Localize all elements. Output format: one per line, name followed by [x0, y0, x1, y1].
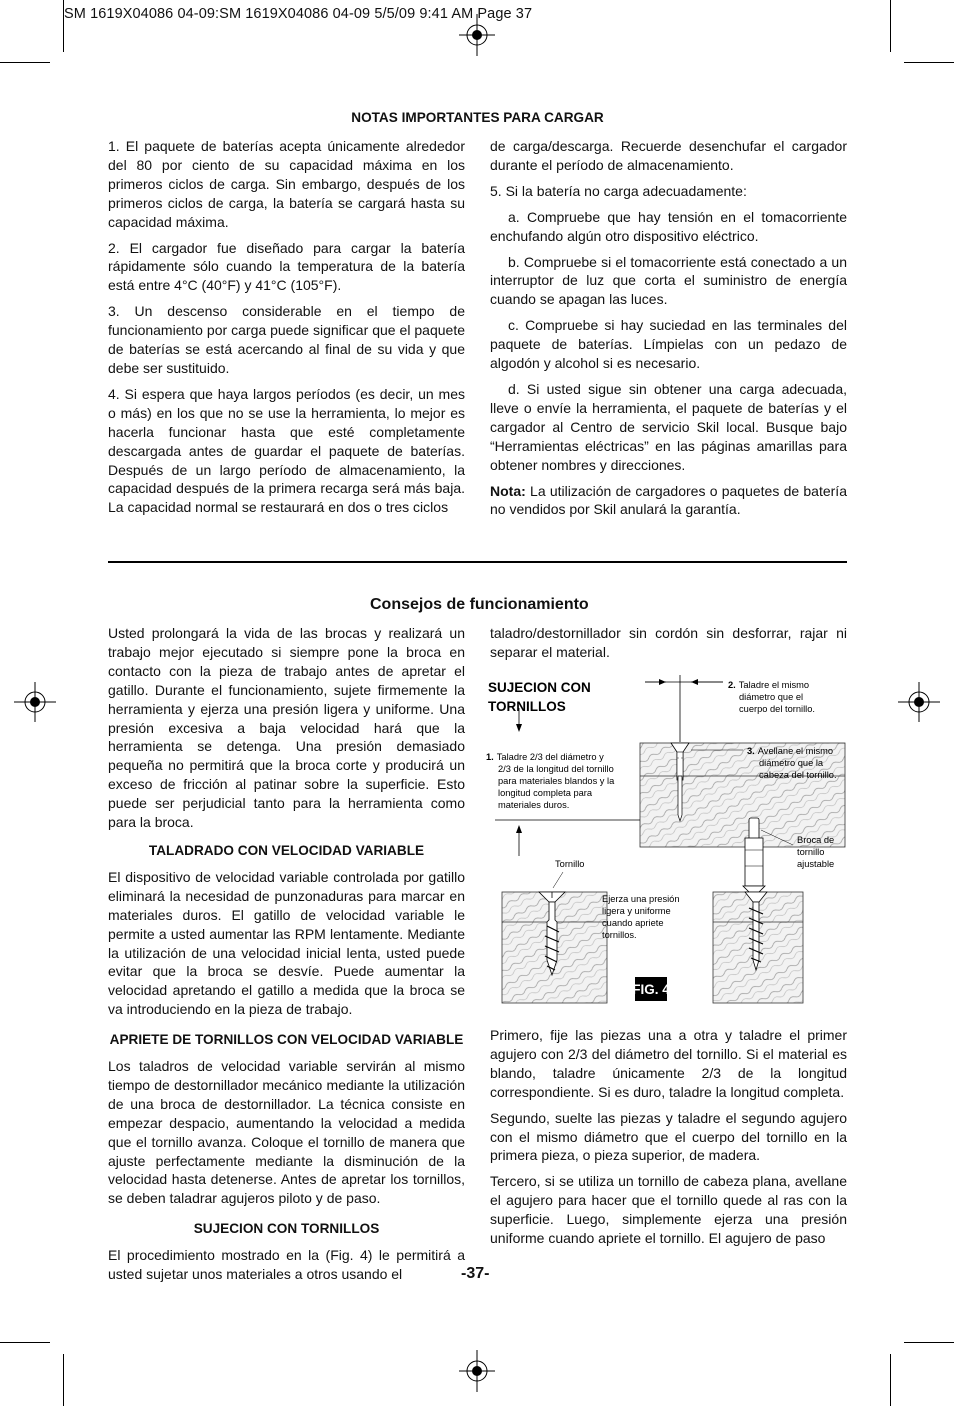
crop-mark — [63, 1354, 64, 1406]
note-paragraph: 4. Si espera que haya largos períodos (es decir, un mes o más) en los que no se use la herramienta, lo mejor es hacerla funcionar hasta que esté completamente descargada antes de guardar el paquete de baterías. Después de un largo período de almacenamiento, la capacidad después de la primera recarga será más baja. La capacidad normal se restaurará en dos o tres ciclos — [108, 385, 465, 516]
subheading-screw-driving: APRIETE DE TORNILLOS CON VELOCIDAD VARIABLE — [109, 1032, 464, 1048]
note-label: Nota: — [490, 482, 526, 499]
tips-paragraph: Segundo, suelte las piezas y taladre el segundo agujero con el mismo diámetro que el cuerpo del tornillo en la primera pieza, o pieza superior, de madera. — [490, 1109, 847, 1164]
figure-4-diagram — [485, 670, 850, 1010]
variable-speed-text: El dispositivo de velocidad variable controlada por gatillo eliminará la necesidad de punzonaduras para marcar en materiales duros. El gatillo de velocidad variable le permite a usted aumentar las RPM lentamente. Mediante la utilización de una velocidad inicial lenta, usted puede evitar que la broca se desvíe. Puede aumentar la velocidad apretando el gatillo a medida que la broca se va introduciendo en la pieza de trabajo. — [108, 868, 465, 1018]
note-paragraph: d. Si usted sigue sin obtener una carga adecuada, lleve o envíe la herramienta, el paquete de baterías y el cargador al Centro de servicio Skil local. Busque bajo “Herramientas eléctricas” en las páginas amarillas para obtener nombres y direcciones. — [490, 380, 847, 473]
callout-line: cuerpo del tornillo. — [739, 704, 815, 714]
callout-line: Taladre 2/3 del diámetro y — [496, 752, 604, 762]
note-paragraph: 2. El cargador fue diseñado para cargar la batería rápidamente sólo cuando la temperatura de la batería está entre 4°C (40°F) y 41°C (105°F). — [108, 239, 465, 294]
fig-label: FIG. 4 — [632, 982, 670, 997]
tips-left-column — [108, 624, 465, 1291]
note-paragraph: 1. El paquete de baterías acepta únicamente alrededor del 80 por ciento de su capacidad máxima en los primeros ciclos de carga. Sin embargo, después de los primeros ciclos de carga, la batería se cargará hasta su capacidad máxima. — [108, 138, 465, 230]
notes-right-column — [490, 137, 847, 526]
callout-line: diámetro que la — [759, 758, 824, 768]
callout-1 — [486, 752, 604, 762]
crop-mark — [0, 1342, 50, 1343]
callout-line: Avellane el mismo — [757, 746, 834, 756]
note-text: La utilización de cargadores o paquetes de batería no vendidos por Skil anulará la garantía. — [490, 482, 847, 518]
screw-label: Tornillo — [555, 859, 585, 869]
fastening-text: El procedimiento mostrado en la (Fig. 4) le permitirá a usted sujetar unos materiales a otros usando el — [108, 1247, 465, 1283]
callout-line: para materiales blandos y la — [498, 776, 615, 786]
callout-line: diámetro que el — [739, 692, 804, 702]
note-paragraph: 3. Un descenso considerable en el tiempo de funcionamiento por carga puede significar que el paquete de baterías se está acercando al final de su vida y que debe ser sustituido. — [108, 303, 465, 376]
crop-mark — [0, 62, 50, 63]
notes-heading-wrap — [108, 110, 847, 125]
callout-line: longitud completa para — [498, 788, 593, 798]
tips-paragraph: Tercero, si se utiliza un tornillo de cabeza plana, avellane el agujero para hacer que el tornillo quede al ras con la superficie. Luego, simplemente ejerza una presión uniforme cuando apriete el tornillo. El agujero de paso — [490, 1173, 847, 1247]
drill-bit-icon — [749, 818, 759, 840]
callout-line: Taladre el mismo — [738, 680, 810, 690]
callout-line: cabeza del tornillo. — [759, 770, 837, 780]
page-number: -37- — [461, 1265, 490, 1282]
registration-mark-icon — [457, 1350, 497, 1392]
note-paragraph: 5. Si la batería no carga adecuadamente: — [490, 182, 747, 199]
tips-right-top — [490, 624, 847, 669]
warranty-note — [490, 482, 847, 520]
section-divider — [108, 561, 847, 563]
crop-mark — [904, 62, 954, 63]
callout-2 — [728, 680, 809, 690]
callout-line: materiales duros. — [498, 800, 570, 810]
bit-label-line: tornillo — [797, 847, 825, 857]
pressure-line: ligera y uniforme — [602, 906, 671, 916]
notes-left-column — [108, 137, 465, 524]
pressure-line: cuando apriete — [602, 918, 664, 928]
tips-intro: Usted prolongará la vida de las brocas y realizará un trabajo mejor ejecutado si siempre pone la broca en contacto con la pieza de trabajo antes de apretar el gatillo. Durante el funcionamiento, sujete firmemente la herramienta y ejerza una presión ligera y uniforme. Una presión excesiva a baja velocidad hará que la herramienta se detenga. Una presión demasiado pequeña no permitirá que la broca corte y producirá un exceso de fricción al patinar sobre la superficie. Esto puede ser perjudicial tanto para la herramienta como para la broca. — [108, 625, 465, 831]
callout-number: 1. — [486, 752, 494, 762]
figure-heading-line1: SUJECION CON — [488, 680, 591, 695]
print-slug: SM 1619X04086 04-09:SM 1619X04086 04-09 5/5/09 9:41 AM Page 37 — [64, 6, 533, 22]
screw-driving-text: Los taladros de velocidad variable servirán al mismo tiempo de destornillador mecánico mediante la utilización de una broca de destornillador. La técnica consiste en empezar despacio, aumentando la velocidad a medida que el tornillo avanza. Coloque el tornillo de manera que ajuste perfectamente mediante la disminución de la velocidad hasta detenerse. Antes de apretar los tornillos, se deben taladrar agujeros piloto y de paso. — [108, 1058, 465, 1207]
note-paragraph: c. Compruebe si hay suciedad en las terminales del paquete de baterías. Límpielas con un pedazo de algodón y alcohol si es necesario. — [490, 317, 847, 372]
bit-label-line: ajustable — [797, 859, 835, 869]
tips-paragraph: Primero, fije las piezas una a otra y taladre el primer agujero con 2/3 del diámetro del tornillo. Si el material es blando, taladre únicamente 2/3 de la longitud correspondiente. Si es duro, taladre la longitud completa. — [490, 1027, 847, 1100]
bit-label-line: Broca de — [797, 835, 835, 845]
note-paragraph: a. Compruebe que hay tensión en el tomacorriente enchufando algún otro dispositivo eléctrico. — [490, 208, 847, 244]
section-title: Consejos de funcionamiento — [370, 596, 589, 613]
crop-mark — [890, 0, 891, 52]
crop-mark — [904, 1342, 954, 1343]
pressure-line: Ejerza una presión — [602, 894, 680, 904]
figure-heading-line2: TORNILLOS — [488, 699, 566, 714]
crop-mark — [890, 1354, 891, 1406]
subheading-variable-speed: TALADRADO CON VELOCIDAD VARIABLE — [148, 842, 425, 858]
note-paragraph: b. Compruebe si el tomacorriente está conectado a un interruptor de luz que corta el suministro de energía cuando se apagan las luces. — [490, 253, 847, 308]
pressure-line: tornillos. — [602, 930, 637, 940]
tips-right-bottom — [490, 1026, 847, 1255]
callout-line: 2/3 de la longitud del tornillo — [498, 764, 614, 774]
callout-number: 3. — [747, 746, 755, 756]
callout-3 — [747, 746, 833, 756]
callout-number: 2. — [728, 680, 736, 690]
registration-mark-icon — [898, 682, 940, 722]
notes-heading: NOTAS IMPORTANTES PARA CARGAR — [351, 110, 604, 125]
registration-mark-icon — [14, 682, 56, 722]
note-paragraph: de carga/descarga. Recuerde desenchufar el cargador durante el período de almacenamiento. — [490, 138, 847, 173]
tips-right-top-text: taladro/destornillador sin cordón sin desforrar, rajar ni separar el material. — [490, 625, 847, 660]
subheading-fastening: SUJECION CON TORNILLOS — [193, 1221, 380, 1237]
